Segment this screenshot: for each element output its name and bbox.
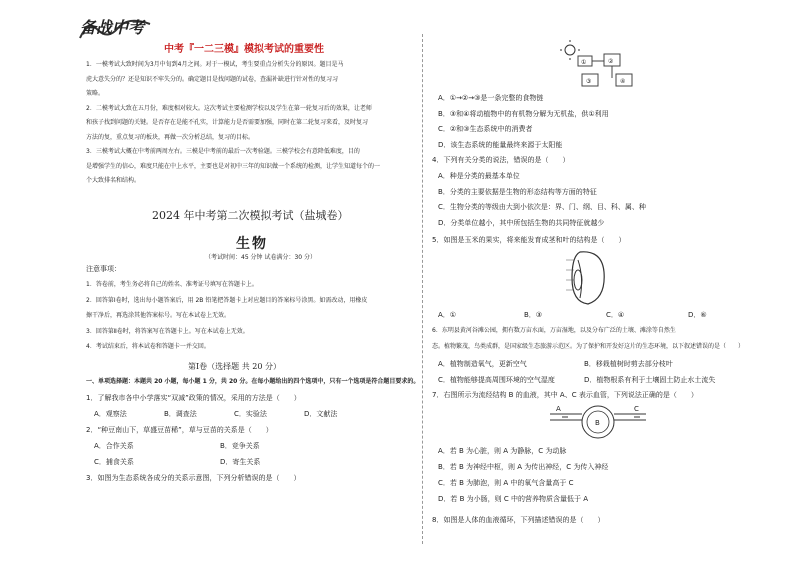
q4-option-2: B．分类的主要依据是生物的形态结构等方面的特征	[438, 187, 597, 196]
q1-option-b: B．调查法	[164, 410, 197, 418]
q4-stem: 4．下列有关分类的说法，错误的是（ ）	[432, 156, 570, 164]
intro-line-3: 策略。	[86, 90, 105, 97]
q2-option-d: D．寄生关系	[220, 458, 261, 466]
q3-option-1: A．①→②→③是一条完整的食物链	[438, 94, 544, 102]
intro-line-6: 方法的复，重点复习的板块，再做一次分析总结，复习的目标。	[86, 133, 255, 141]
q1-option-a: A．观察法	[94, 410, 127, 418]
section-title: 第Ⅰ卷（选择题 共 20 分）	[188, 362, 281, 371]
diagram-label-4: ④	[620, 78, 626, 85]
q2-stem: 2．“种豆南山下，草盛豆苗稀”，草与豆苗的关系是（ ）	[86, 426, 273, 434]
exam-title: 2024 年中考第二次模拟考试（盐城卷）	[152, 209, 349, 222]
note-line-3: 擦干净后，再选涂其他答案标号。写在本试卷上无效。	[86, 312, 231, 319]
q7-option-1: A．若 B 为心脏，则 A 为静脉，C 为动脉	[438, 447, 567, 455]
q3-option-3: C．②和③生态系统中的消费者	[438, 125, 533, 133]
q6-option-a: A．植物制造氧气，更新空气	[438, 360, 527, 368]
note-line-4: 3．回答第Ⅱ卷时，将答案写在答题卡上。写在本试卷上无效。	[86, 327, 249, 335]
notes-heading: 注意事项：	[86, 265, 121, 273]
q2-option-c: C．捕食关系	[94, 458, 134, 466]
corn-seed-diagram	[566, 250, 610, 306]
q5-option-a: A．①	[438, 311, 457, 319]
q4-option-3: C．生物分类的等级由大到小依次是：界、门、纲、目、科、属、种	[438, 203, 646, 211]
q2-option-a: A．合作关系	[94, 442, 134, 450]
q5-option-b: B．③	[524, 311, 543, 319]
vessel-label-a: A	[556, 405, 561, 413]
q3-stem: 3．如图为生态系统各成分的关系示意图，下列分析错误的是（ ）	[86, 474, 301, 482]
q7-stem: 7．右图所示为流经结构 B 的血液，其中 A、C 表示血管，下列说法正确的是（ ）	[432, 391, 698, 399]
q1-option-d: D．文献法	[304, 410, 338, 418]
q1-stem: 1．了解我市各中小学落实“双减”政策的情况，采用的方法是（ ）	[86, 394, 301, 402]
q3-option-2: B．③和④将动植物中的有机物分解为无机盐，供①利用	[438, 109, 609, 118]
exam-info: （考试时间：45 分钟 试卷满分：30 分）	[205, 254, 316, 261]
q4-option-1: A．种是分类的最基本单位	[438, 172, 520, 180]
logo-text: 备战中考	[80, 18, 145, 37]
q6-line-1: 6．东明县黄河谷滩公园，拥有数万亩水面，万亩湿地，以及分布广泛的土壤、滩涂等自然生	[432, 327, 676, 334]
q8-stem: 8．如图是人体的血液循环，下列描述错误的是（ ）	[432, 516, 605, 524]
q5-stem: 5．如图是玉米的果实，将来能发育成茎和叶的结构是（ ）	[432, 236, 626, 244]
q6-option-d: D．植物根系有利于土壤固土防止水土流失	[584, 376, 716, 384]
note-line-5: 4．考试结束后，将本试卷和答题卡一并交回。	[86, 343, 210, 350]
ecosystem-diagram	[560, 42, 650, 92]
vessel-diagram	[548, 404, 648, 440]
q3-option-4: D．该生态系统的能量最终来源于太阳能	[438, 140, 563, 149]
note-line-1: 1．答卷前，考生务必将自己的姓名、准考证号填写在答题卡上。	[86, 281, 258, 288]
intro-line-9: 个大致排名和结构。	[86, 177, 141, 184]
diagram-label-3: ③	[586, 78, 592, 85]
subject-title: 生物	[236, 236, 268, 252]
q7-option-4: D．若 B 为小肠，则 C 中的营养物质含量低于 A	[438, 495, 588, 503]
q6-option-b: B．移栽植树时剪去部分枝叶	[584, 360, 673, 368]
vessel-label-c: C	[634, 405, 639, 413]
diagram-label-1: ①	[581, 59, 587, 66]
diagram-label-2: ②	[608, 58, 614, 65]
q6-line-2: 态。植物繁茂，鸟类成群，是国家级生态旅游示范区。为了保护和开发好这片的生态环境，以下叙述错误的是（ ）	[432, 343, 745, 350]
banner-title: 中考『一二三模』模拟考试的重要性	[164, 44, 324, 55]
intro-line-5: 和孩子找到问题的关键。是否存在是能不孔实，计算能力是否需要加强，同时在第二轮复习来看，及时复习	[86, 119, 369, 126]
q2-option-b: B．竞争关系	[220, 442, 260, 450]
q6-option-c: C．植物能够提高周围环境的空气湿度	[438, 376, 555, 384]
q5-option-d: D．⑥	[688, 311, 707, 319]
intro-line-4: 2．二模考试大致在五月份，难度相对较大。这次考试主要检测学校以及学生在第一轮复习后的效果，让老师	[86, 104, 372, 112]
q4-option-4: D．分类单位越小，其中所包括生物的共同特征就越少	[438, 218, 605, 227]
q7-option-3: C．若 B 为肺泡，则 A 中的氧气含量高于 C	[438, 479, 574, 487]
logo	[78, 16, 152, 46]
q5-option-c: C．④	[606, 311, 625, 319]
vessel-label-b: B	[595, 419, 600, 427]
q7-option-2: B．若 B 为神经中枢，则 A 为传出神经，C 为传入神经	[438, 463, 609, 471]
intro-line-8: 是增强学生的信心，难度只能在中上水平，主要也是对初中三年的知识做一个系统的检测，让学生知道每个的一	[86, 162, 381, 170]
intro-line-1: 1．一模考试大致时间为3月中旬到4月之间。对于一模试，考生要重点分析失分的原因。题目是马	[86, 61, 344, 68]
note-line-2: 2．回答第Ⅰ卷时，选出每小题答案后，用 2B 铅笔把答题卡上对应题目的答案标号涂黑。如需改动，用橡皮	[86, 296, 368, 304]
q1-option-c: C．实验法	[234, 410, 267, 418]
intro-line-7: 3．三模考试大概在中考前两周左右。三模是中考前的最后一次考验题。三模学校会有意降低难度，目的	[86, 148, 360, 155]
column-divider	[422, 34, 423, 544]
section-instructions: 一、单项选择题：本题共 20 小题，每小题 1 分，共 20 分。在每小题给出的四个选项中，只有一个选项是符合题目要求的。	[86, 378, 420, 385]
intro-line-2: 虎大意失分的？还是知识不牢失分的。确定题目是找问题的试卷，查漏补缺进行针对性的复习习	[86, 75, 339, 83]
